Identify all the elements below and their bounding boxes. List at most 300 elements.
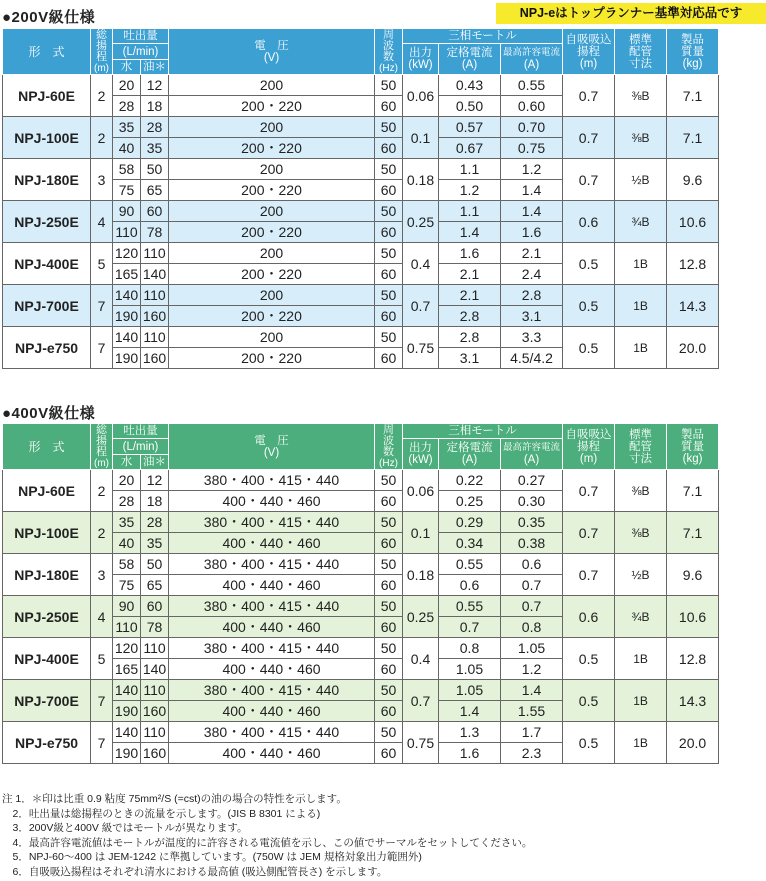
- header-motor: 三相モートル: [403, 424, 563, 439]
- head-cell: 4: [91, 201, 113, 243]
- header-model: 形 式: [3, 29, 91, 75]
- model-cell: NPJ-60E: [3, 75, 91, 117]
- mass-cell: 20.0: [667, 327, 719, 369]
- voltage-60hz: 400・440・460: [169, 491, 375, 512]
- max-current-60hz: 2.4: [501, 264, 563, 285]
- header-freq-unit: (Hz): [379, 62, 398, 74]
- header-freq-label: 周波数: [383, 423, 394, 458]
- max-current-50hz: 1.4: [501, 201, 563, 222]
- footnotes: [2, 792, 532, 879]
- table-row: [3, 638, 766, 659]
- freq-60hz: 60: [375, 180, 403, 201]
- output-cell: 0.25: [403, 201, 439, 243]
- freq-50hz: 50: [375, 470, 403, 491]
- head-cell: 7: [91, 327, 113, 369]
- max-current-50hz: 0.6: [501, 554, 563, 575]
- pipe-size-cell: ¾B: [615, 596, 667, 638]
- output-cell: 0.7: [403, 680, 439, 722]
- header-rated-unit: (A): [461, 454, 478, 466]
- table-row: [3, 722, 766, 743]
- pipe-size-cell: ⅜B: [615, 470, 667, 512]
- suction-head-cell: 0.7: [563, 75, 615, 117]
- pipe-size-cell: 1B: [615, 680, 667, 722]
- footnote-line: 3．200V級と400V 級ではモートルが異なります。: [2, 822, 248, 834]
- footnote-line: 6．自吸吸込揚程はそれぞれ清水における最高値 (吸込側配管長さ) を示します。: [2, 865, 388, 878]
- table-row: [3, 327, 766, 348]
- oil-flow-60hz: 35: [141, 533, 169, 554]
- water-flow-60hz: 40: [113, 138, 141, 159]
- table-row: [3, 554, 766, 575]
- spec-table-200v: [2, 28, 766, 369]
- table-row: [3, 285, 766, 306]
- oil-flow-60hz: 35: [141, 138, 169, 159]
- header-voltage: [169, 424, 375, 470]
- voltage-60hz: 400・440・460: [169, 659, 375, 680]
- max-current-50hz: 2.1: [501, 243, 563, 264]
- header-mass-l1: 製品: [681, 33, 705, 46]
- header-max: [501, 439, 563, 470]
- header-flow: [113, 424, 169, 439]
- freq-60hz: 60: [375, 306, 403, 327]
- output-cell: 0.75: [403, 722, 439, 764]
- rated-current-60hz: 3.1: [439, 348, 501, 369]
- oil-flow-50hz: 28: [141, 117, 169, 138]
- mass-cell: 10.6: [667, 201, 719, 243]
- header-freq: [375, 424, 403, 470]
- section-title-400v: ●400V級仕様: [2, 405, 96, 422]
- suction-head-cell: 0.7: [563, 117, 615, 159]
- rated-current-50hz: 1.05: [439, 680, 501, 701]
- suction-head-cell: 0.5: [563, 285, 615, 327]
- voltage-50hz: 380・400・415・440: [169, 722, 375, 743]
- max-current-60hz: 0.38: [501, 533, 563, 554]
- model-cell: NPJ-e750: [3, 722, 91, 764]
- rated-current-60hz: 2.8: [439, 306, 501, 327]
- header-suction: [563, 29, 615, 75]
- header-rated: [439, 439, 501, 470]
- oil-flow-60hz: 140: [141, 264, 169, 285]
- voltage-60hz: 400・440・460: [169, 575, 375, 596]
- water-flow-60hz: 165: [113, 264, 141, 285]
- voltage-50hz: 200: [169, 327, 375, 348]
- pipe-size-cell: ⅜B: [615, 117, 667, 159]
- voltage-50hz: 200: [169, 285, 375, 306]
- header-mass-l2: 質量: [681, 440, 705, 453]
- output-cell: 0.06: [403, 75, 439, 117]
- header-pipe-l2: 配管: [629, 440, 653, 453]
- header-model: 形 式: [3, 424, 91, 470]
- output-cell: 0.1: [403, 512, 439, 554]
- freq-60hz: 60: [375, 138, 403, 159]
- pipe-size-cell: ½B: [615, 554, 667, 596]
- pipe-size-cell: ¾B: [615, 201, 667, 243]
- freq-50hz: 50: [375, 201, 403, 222]
- output-cell: 0.25: [403, 596, 439, 638]
- output-cell: 0.4: [403, 243, 439, 285]
- header-mass-unit: (kg): [682, 452, 703, 465]
- water-flow-60hz: 165: [113, 659, 141, 680]
- voltage-60hz: 200・220: [169, 306, 375, 327]
- oil-flow-50hz: 12: [141, 470, 169, 491]
- max-current-50hz: 0.70: [501, 117, 563, 138]
- output-cell: 0.4: [403, 638, 439, 680]
- suction-head-cell: 0.7: [563, 512, 615, 554]
- water-flow-50hz: 58: [113, 554, 141, 575]
- model-cell: NPJ-700E: [3, 285, 91, 327]
- voltage-60hz: 400・440・460: [169, 743, 375, 764]
- max-current-50hz: 1.7: [501, 722, 563, 743]
- header-pipe: [615, 29, 667, 75]
- rated-current-50hz: 0.22: [439, 470, 501, 491]
- mass-cell: 7.1: [667, 470, 719, 512]
- oil-flow-50hz: 110: [141, 680, 169, 701]
- voltage-60hz: 200・220: [169, 264, 375, 285]
- head-cell: 4: [91, 596, 113, 638]
- head-cell: 2: [91, 470, 113, 512]
- freq-60hz: 60: [375, 701, 403, 722]
- suction-head-cell: 0.7: [563, 159, 615, 201]
- max-current-50hz: 2.8: [501, 285, 563, 306]
- header-output-label: 出力: [409, 47, 432, 59]
- voltage-50hz: 200: [169, 117, 375, 138]
- output-cell: 0.18: [403, 159, 439, 201]
- oil-flow-50hz: 110: [141, 285, 169, 306]
- mass-cell: 9.6: [667, 554, 719, 596]
- voltage-50hz: 380・400・415・440: [169, 554, 375, 575]
- freq-60hz: 60: [375, 659, 403, 680]
- oil-flow-50hz: 12: [141, 75, 169, 96]
- oil-flow-60hz: 160: [141, 743, 169, 764]
- rated-current-60hz: 0.67: [439, 138, 501, 159]
- mass-cell: 9.6: [667, 159, 719, 201]
- header-head-unit: (m): [94, 62, 109, 74]
- header-flow-label: 吐出量: [123, 425, 158, 437]
- freq-50hz: 50: [375, 159, 403, 180]
- output-cell: 0.06: [403, 470, 439, 512]
- water-flow-60hz: 190: [113, 743, 141, 764]
- max-current-60hz: 0.75: [501, 138, 563, 159]
- pipe-size-cell: 1B: [615, 638, 667, 680]
- freq-60hz: 60: [375, 575, 403, 596]
- table-row: [3, 117, 766, 138]
- oil-flow-60hz: 18: [141, 96, 169, 117]
- header-pipe-l1: 標準: [629, 428, 653, 441]
- table-row: [3, 596, 766, 617]
- oil-flow-50hz: 60: [141, 201, 169, 222]
- mass-cell: 10.6: [667, 596, 719, 638]
- max-current-50hz: 0.27: [501, 470, 563, 491]
- header-voltage-unit: (V): [263, 446, 280, 459]
- pipe-size-cell: ⅜B: [615, 75, 667, 117]
- suction-head-cell: 0.6: [563, 596, 615, 638]
- voltage-60hz: 400・440・460: [169, 617, 375, 638]
- head-cell: 2: [91, 512, 113, 554]
- mass-cell: 14.3: [667, 285, 719, 327]
- freq-60hz: 60: [375, 743, 403, 764]
- water-flow-60hz: 28: [113, 491, 141, 512]
- header-output: [403, 439, 439, 470]
- freq-50hz: 50: [375, 596, 403, 617]
- model-cell: NPJ-250E: [3, 596, 91, 638]
- header-suction-l2: 揚程: [577, 45, 601, 58]
- water-flow-50hz: 140: [113, 722, 141, 743]
- oil-flow-50hz: 110: [141, 327, 169, 348]
- water-flow-50hz: 35: [113, 117, 141, 138]
- footnote-line: 注 1．＊印は比重 0.9 粘度 75mm²/S (=cst)の油の場合の特性を示します。: [2, 793, 347, 805]
- header-freq-label: 周波数: [383, 28, 394, 63]
- suction-head-cell: 0.5: [563, 243, 615, 285]
- rated-current-50hz: 0.8: [439, 638, 501, 659]
- model-cell: NPJ-100E: [3, 117, 91, 159]
- head-cell: 2: [91, 117, 113, 159]
- rated-current-60hz: 1.4: [439, 701, 501, 722]
- max-current-60hz: 0.8: [501, 617, 563, 638]
- rated-current-50hz: 0.57: [439, 117, 501, 138]
- oil-flow-60hz: 160: [141, 348, 169, 369]
- header-output: [403, 44, 439, 75]
- rated-current-60hz: 1.05: [439, 659, 501, 680]
- header-head: [91, 424, 113, 470]
- oil-flow-60hz: 65: [141, 575, 169, 596]
- max-current-60hz: 1.2: [501, 659, 563, 680]
- header-pipe-l3: 寸法: [629, 452, 653, 465]
- rated-current-60hz: 0.7: [439, 617, 501, 638]
- head-cell: 3: [91, 554, 113, 596]
- suction-head-cell: 0.7: [563, 554, 615, 596]
- header-max-unit: (A): [523, 454, 540, 466]
- spec-table-400v: [2, 423, 766, 764]
- oil-flow-60hz: 65: [141, 180, 169, 201]
- footnote-line: 4．最高許容電流値はモートルが温度的に許容される電流値を示し、この値でサーマルをセットしてください。: [2, 836, 533, 849]
- header-output-unit: (kW): [408, 59, 433, 71]
- oil-flow-60hz: 140: [141, 659, 169, 680]
- rated-current-60hz: 0.50: [439, 96, 501, 117]
- suction-head-cell: 0.5: [563, 327, 615, 369]
- rated-current-50hz: 1.6: [439, 243, 501, 264]
- rated-current-50hz: 1.3: [439, 722, 501, 743]
- max-current-50hz: 1.4: [501, 680, 563, 701]
- water-flow-50hz: 140: [113, 285, 141, 306]
- model-cell: NPJ-400E: [3, 638, 91, 680]
- max-current-50hz: 0.55: [501, 75, 563, 96]
- mass-cell: 7.1: [667, 117, 719, 159]
- oil-flow-60hz: 18: [141, 491, 169, 512]
- mass-cell: 7.1: [667, 512, 719, 554]
- header-max-unit: (A): [523, 59, 540, 71]
- rated-current-50hz: 0.55: [439, 596, 501, 617]
- rated-current-60hz: 1.2: [439, 180, 501, 201]
- header-pipe: [615, 424, 667, 470]
- voltage-60hz: 200・220: [169, 96, 375, 117]
- table-row: [3, 243, 766, 264]
- water-flow-60hz: 190: [113, 348, 141, 369]
- model-cell: NPJ-400E: [3, 243, 91, 285]
- header-water: 水: [113, 60, 141, 75]
- header-pipe-l1: 標準: [629, 33, 653, 46]
- water-flow-60hz: 28: [113, 96, 141, 117]
- voltage-60hz: 200・220: [169, 138, 375, 159]
- header-flow-unit: (L/min): [113, 439, 169, 455]
- oil-flow-50hz: 28: [141, 512, 169, 533]
- voltage-50hz: 200: [169, 75, 375, 96]
- suction-head-cell: 0.6: [563, 201, 615, 243]
- rated-current-60hz: 2.1: [439, 264, 501, 285]
- water-flow-50hz: 90: [113, 596, 141, 617]
- rated-current-60hz: 1.4: [439, 222, 501, 243]
- oil-flow-50hz: 50: [141, 159, 169, 180]
- rated-current-50hz: 0.43: [439, 75, 501, 96]
- freq-50hz: 50: [375, 722, 403, 743]
- section-title-200v: ●200V級仕様: [2, 9, 96, 26]
- table-row: [3, 470, 766, 491]
- head-cell: 2: [91, 75, 113, 117]
- header-water: 水: [113, 455, 141, 470]
- output-cell: 0.1: [403, 117, 439, 159]
- table-row: [3, 201, 766, 222]
- oil-flow-50hz: 110: [141, 722, 169, 743]
- voltage-60hz: 200・220: [169, 222, 375, 243]
- header-suction-l1: 自吸吸込: [565, 33, 612, 46]
- max-current-60hz: 1.4: [501, 180, 563, 201]
- rated-current-60hz: 1.6: [439, 743, 501, 764]
- header-freq: [375, 29, 403, 75]
- max-current-60hz: 4.5/4.2: [501, 348, 563, 369]
- header-max-label: 最高許容電流: [503, 442, 561, 453]
- freq-60hz: 60: [375, 491, 403, 512]
- footnote-line: 5．NPJ-60～400 は JEM-1242 に準拠しています。(750W は JEM 規格対象出力範囲外): [2, 851, 422, 863]
- mass-cell: 14.3: [667, 680, 719, 722]
- freq-60hz: 60: [375, 617, 403, 638]
- water-flow-50hz: 20: [113, 75, 141, 96]
- header-suction-unit: (m): [579, 452, 598, 465]
- rated-current-50hz: 2.1: [439, 285, 501, 306]
- freq-60hz: 60: [375, 348, 403, 369]
- header-output-label: 出力: [409, 442, 432, 454]
- header-flow-label: 吐出量: [123, 30, 158, 42]
- water-flow-50hz: 35: [113, 512, 141, 533]
- header-voltage-label: 電 圧: [254, 39, 289, 52]
- header-voltage-unit: (V): [263, 51, 280, 64]
- header-mass: [667, 29, 719, 75]
- max-current-50hz: 0.7: [501, 596, 563, 617]
- freq-50hz: 50: [375, 75, 403, 96]
- oil-flow-60hz: 160: [141, 306, 169, 327]
- model-cell: NPJ-700E: [3, 680, 91, 722]
- voltage-60hz: 200・220: [169, 180, 375, 201]
- header-head-unit: (m): [94, 457, 109, 469]
- water-flow-50hz: 90: [113, 201, 141, 222]
- output-cell: 0.7: [403, 285, 439, 327]
- model-cell: NPJ-60E: [3, 470, 91, 512]
- rated-current-60hz: 0.25: [439, 491, 501, 512]
- header-head-label: 総揚程: [96, 423, 107, 458]
- max-current-60hz: 1.6: [501, 222, 563, 243]
- header-flow: [113, 29, 169, 44]
- model-cell: NPJ-100E: [3, 512, 91, 554]
- header-freq-unit: (Hz): [379, 457, 398, 469]
- pipe-size-cell: ½B: [615, 159, 667, 201]
- header-mass-unit: (kg): [682, 57, 703, 70]
- suction-head-cell: 0.5: [563, 680, 615, 722]
- water-flow-60hz: 75: [113, 180, 141, 201]
- table-row: [3, 75, 766, 96]
- model-cell: NPJ-250E: [3, 201, 91, 243]
- rated-current-50hz: 1.1: [439, 159, 501, 180]
- header-voltage: [169, 29, 375, 75]
- oil-flow-60hz: 160: [141, 701, 169, 722]
- freq-50hz: 50: [375, 285, 403, 306]
- rated-current-50hz: 0.29: [439, 512, 501, 533]
- voltage-50hz: 200: [169, 201, 375, 222]
- pipe-size-cell: 1B: [615, 722, 667, 764]
- water-flow-50hz: 58: [113, 159, 141, 180]
- freq-50hz: 50: [375, 243, 403, 264]
- water-flow-50hz: 120: [113, 638, 141, 659]
- water-flow-60hz: 190: [113, 306, 141, 327]
- top-runner-badge: NPJ-eはトップランナー基準対応品です: [496, 3, 766, 24]
- rated-current-50hz: 2.8: [439, 327, 501, 348]
- freq-50hz: 50: [375, 117, 403, 138]
- max-current-50hz: 1.2: [501, 159, 563, 180]
- max-current-50hz: 1.05: [501, 638, 563, 659]
- model-cell: NPJ-180E: [3, 554, 91, 596]
- header-mass: [667, 424, 719, 470]
- header-head-label: 総揚程: [96, 28, 107, 63]
- header-mass-l1: 製品: [681, 428, 705, 441]
- max-current-60hz: 3.1: [501, 306, 563, 327]
- header-suction-l1: 自吸吸込: [565, 428, 612, 441]
- water-flow-60hz: 110: [113, 222, 141, 243]
- oil-flow-60hz: 78: [141, 222, 169, 243]
- voltage-50hz: 380・400・415・440: [169, 596, 375, 617]
- mass-cell: 12.8: [667, 243, 719, 285]
- voltage-50hz: 380・400・415・440: [169, 680, 375, 701]
- rated-current-60hz: 0.6: [439, 575, 501, 596]
- voltage-50hz: 380・400・415・440: [169, 470, 375, 491]
- header-rated-label: 定格電流: [446, 47, 493, 59]
- rated-current-50hz: 0.55: [439, 554, 501, 575]
- water-flow-60hz: 190: [113, 701, 141, 722]
- freq-60hz: 60: [375, 222, 403, 243]
- water-flow-60hz: 75: [113, 575, 141, 596]
- model-cell: NPJ-180E: [3, 159, 91, 201]
- oil-flow-50hz: 110: [141, 638, 169, 659]
- voltage-60hz: 400・440・460: [169, 701, 375, 722]
- footnote-line: 2．吐出量は総揚程のときの流量を示します。(JIS B 8301 による): [2, 807, 321, 820]
- header-pipe-l3: 寸法: [629, 57, 653, 70]
- table-row: [3, 512, 766, 533]
- max-current-60hz: 0.30: [501, 491, 563, 512]
- freq-50hz: 50: [375, 638, 403, 659]
- suction-head-cell: 0.7: [563, 470, 615, 512]
- header-oil: 油＊: [141, 60, 169, 75]
- voltage-50hz: 200: [169, 243, 375, 264]
- water-flow-60hz: 110: [113, 617, 141, 638]
- output-cell: 0.18: [403, 554, 439, 596]
- water-flow-50hz: 140: [113, 680, 141, 701]
- rated-current-60hz: 0.34: [439, 533, 501, 554]
- max-current-60hz: 0.60: [501, 96, 563, 117]
- header-motor: 三相モートル: [403, 29, 563, 44]
- water-flow-60hz: 40: [113, 533, 141, 554]
- freq-50hz: 50: [375, 554, 403, 575]
- voltage-50hz: 380・400・415・440: [169, 638, 375, 659]
- header-suction-unit: (m): [579, 57, 598, 70]
- pipe-size-cell: 1B: [615, 327, 667, 369]
- head-cell: 5: [91, 243, 113, 285]
- header-mass-l2: 質量: [681, 45, 705, 58]
- voltage-60hz: 200・220: [169, 348, 375, 369]
